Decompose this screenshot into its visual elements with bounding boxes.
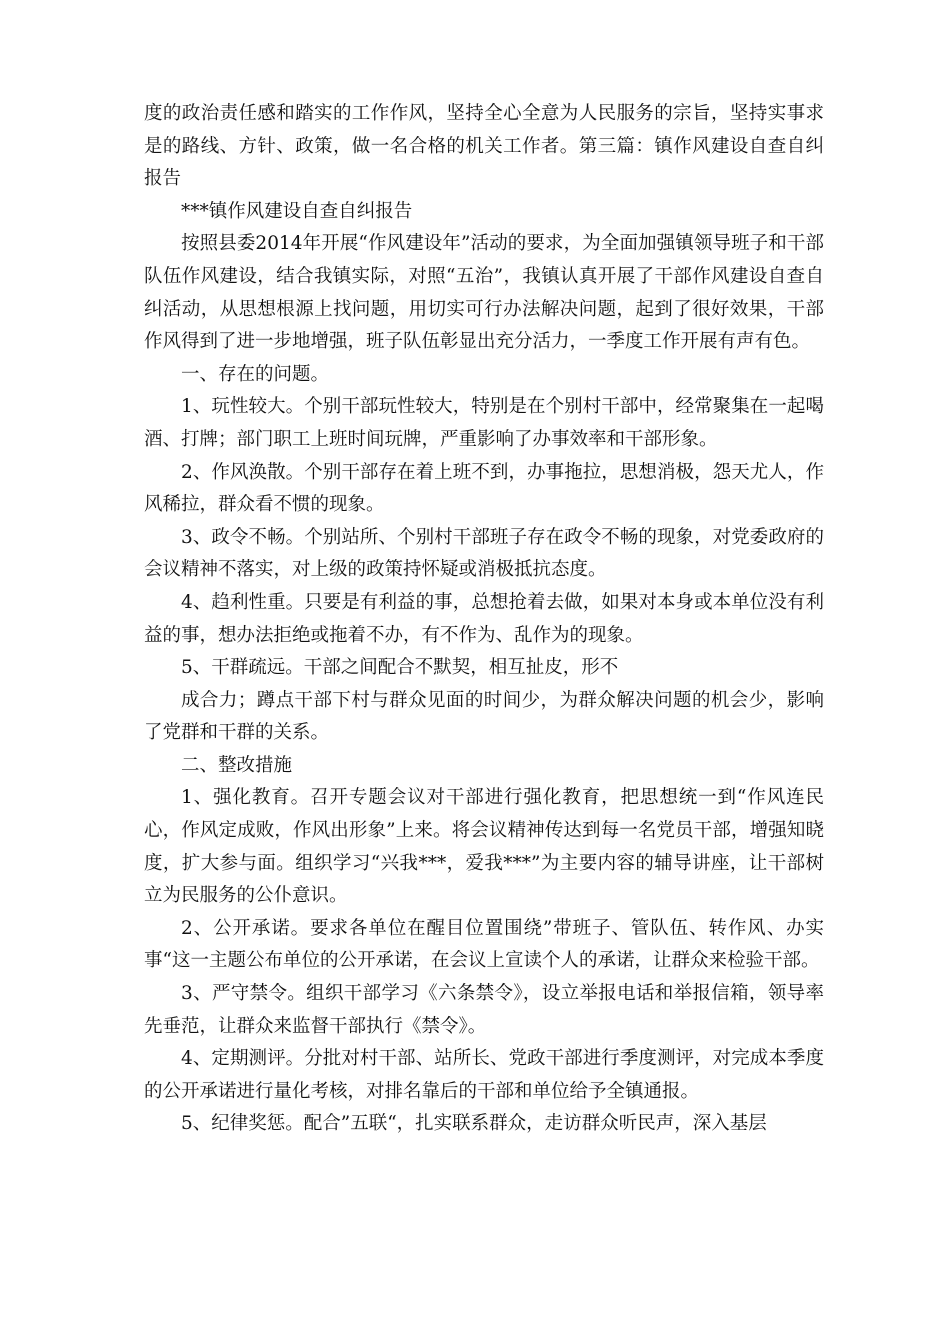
paragraph: 1、玩性较大。个别干部玩性较大，特别是在个别村干部中，经常聚集在一起喝酒、打牌；部门职工上班时间玩牌，严重影响了办事效率和干部形象。 [144, 396, 824, 450]
paragraph: 4、趋利性重。只要是有利益的事，总想抢着去做，如果对本身或本单位没有利益的事，想办法拒绝或拖着不办，有不作为、乱作为的现象。 [144, 591, 824, 646]
section-heading: 二、整改措施 [181, 754, 293, 776]
report-title: ***镇作风建设自查自纠报告 [181, 200, 413, 222]
paragraph: 5、干群疏远。干部之间配合不默契，相互扯皮，形不 [181, 657, 619, 679]
paragraph: 2、公开承诺。要求各单位在醒目位置围绕”带班子、管队伍、转作风、办实事“这一主题公布单位的公开承诺，在会议上宣读个人的承诺，让群众来检验干部。 [144, 917, 824, 972]
paragraph: 1、强化教育。召开专题会议对干部进行强化教育，把思想统一到“作风连民心，作风定成败，作风出形象”上来。将会议精神传达到每一名党员干部，增强知晓度，扩大参与面。组织学习“兴我***，爱我***”为主要内容的辅导讲座，让干部树立为民服务的公仆意识。 [144, 787, 824, 907]
paragraph: 度的政治责任感和踏实的工作作风，坚持全心全意为人民服务的宗旨，坚持实事求是的路线、方针、政策，做一名合格的机关工作者。第三篇：镇作风建设自查自纠报告 [144, 103, 824, 190]
paragraph: 按照县委2014年开展“作风建设年”活动的要求，为全面加强镇领导班子和干部队伍作风建设，结合我镇实际，对照“五治”，我镇认真开展了干部作风建设自查自纠活动，从思想根源上找问题，用切实可行办法解决问题，起到了很好效果，干部作风得到了进一步地增强，班子队伍彰显出充分活力，一季度工作开展有声有色。 [144, 233, 824, 353]
paragraph: 5、纪律奖惩。配合”五联“，扎实联系群众，走访群众听民声，深入基层 [181, 1113, 767, 1135]
paragraph: 3、政令不畅。个别站所、个别村干部班子存在政令不畅的现象，对党委政府的会议精神不落实，对上级的政策持怀疑或消极抵抗态度。 [144, 526, 824, 581]
paragraph: 4、定期测评。分批对村干部、站所长、党政干部进行季度测评，对完成本季度的公开承诺进行量化考核，对排名靠后的干部和单位给予全镇通报。 [144, 1048, 824, 1102]
paragraph: 2、作风涣散。个别干部存在着上班不到，办事拖拉，思想消极，怨天尤人，作风稀拉，群众看不惯的现象。 [144, 461, 824, 516]
document-body [144, 98, 824, 1141]
paragraph: 成合力；蹲点干部下村与群众见面的时间少，为群众解决问题的机会少，影响了党群和干群的关系。 [144, 689, 824, 744]
paragraph: 3、严守禁令。组织干部学习《六条禁令》，设立举报电话和举报信箱，领导率先垂范，让群众来监督干部执行《禁令》。 [144, 983, 824, 1037]
section-heading: 一、存在的问题。 [181, 363, 330, 385]
